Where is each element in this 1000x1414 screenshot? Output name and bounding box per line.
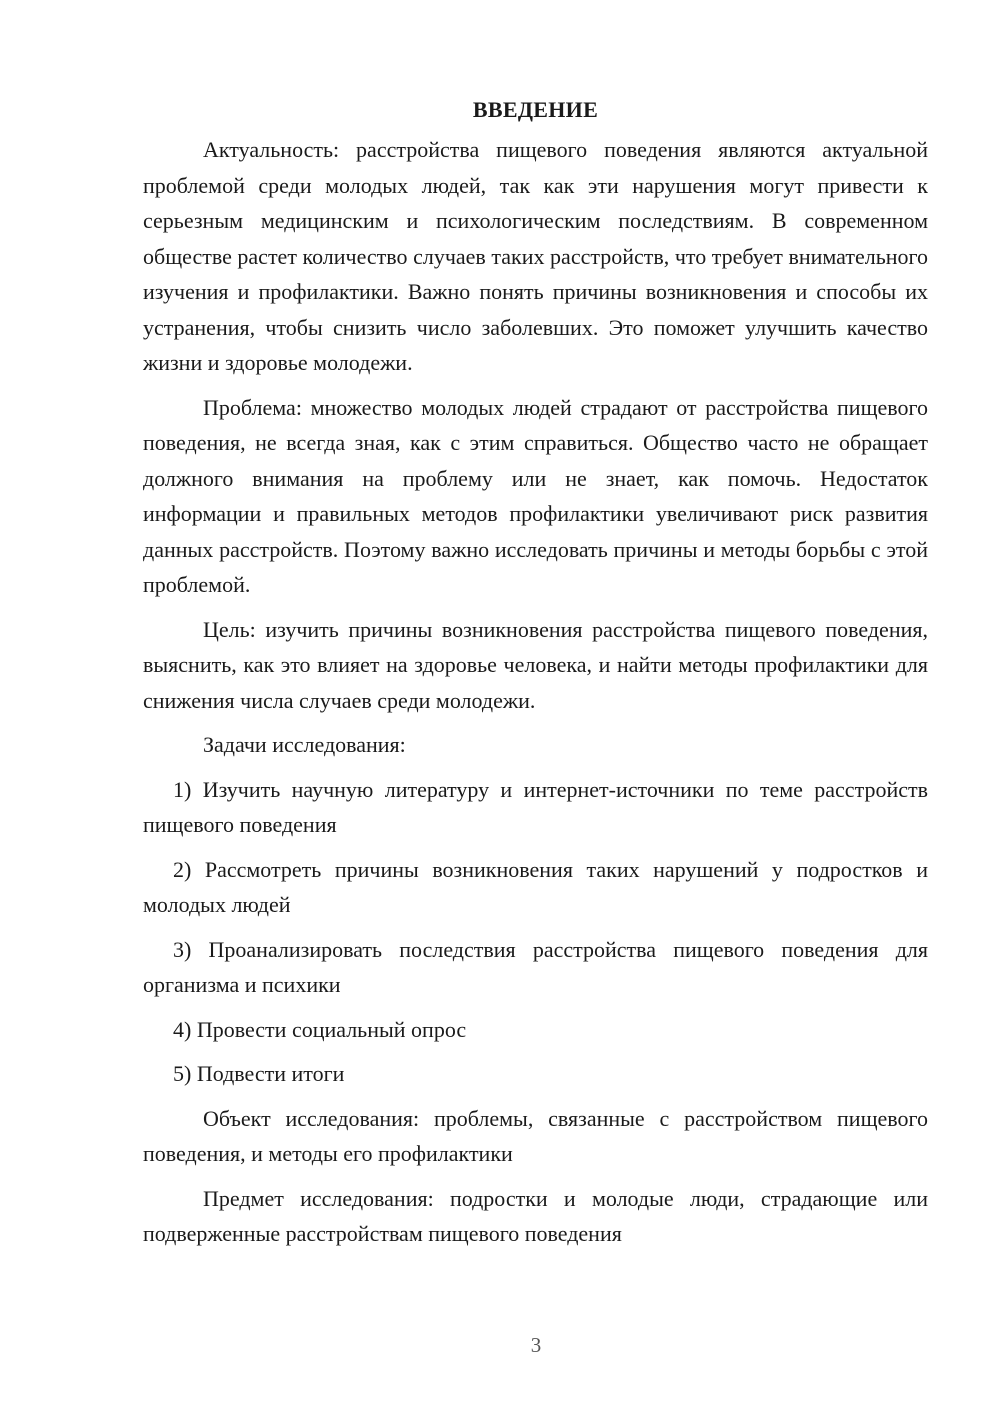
task-item: 2) Рассмотреть причины возникновения таких нарушений у подростков и молодых людей — [143, 856, 928, 917]
page-number: 3 — [530, 1333, 542, 1357]
task-item: 4) Провести социальный опрос — [173, 1016, 467, 1042]
page-title: ВВЕДЕНИЕ — [472, 97, 599, 122]
relevance-paragraph: Актуальность: расстройства пищевого поведения являются актуальной проблемой среди молодых людей, так как эти нарушения могут привести к серьезным медицинским и психологическим последствиям. В современном обществе растет количество случаев таких расстройств, что требует внимательного изучения и профилактики. Важно понять причины возникновения и способы их устранения, чтобы снизить число заболевших. Это поможет улучшить качество жизни и здоровье молодежи. — [143, 137, 928, 375]
task-item: 1) Изучить научную литературу и интернет-источники по теме расстройств пищевого поведения — [143, 776, 928, 837]
goal-paragraph: Цель: изучить причины возникновения расстройства пищевого поведения, выяснить, как это влияет на здоровье человека, и найти методы профилактики для снижения числа случаев среди молодежи. — [143, 616, 928, 713]
tasks-heading: Задачи исследования: — [203, 732, 406, 757]
document-page — [143, 92, 928, 1261]
subject-paragraph: Предмет исследования: подростки и молодые люди, страдающие или подверженные расстройствам пищевого поведения — [143, 1185, 928, 1246]
task-item: 3) Проанализировать последствия расстройства пищевого поведения для организма и психики — [143, 936, 928, 997]
object-paragraph: Объект исследования: проблемы, связанные с расстройством пищевого поведения, и методы его профилактики — [143, 1105, 928, 1166]
task-item: 5) Подвести итоги — [173, 1061, 345, 1086]
problem-paragraph: Проблема: множество молодых людей страдают от расстройства пищевого поведения, не всегда зная, как с этим справиться. Общество часто не обращает должного внимания на проблему или не знает, как помочь. Недостаток информации и правильных методов профилактики увеличивают риск развития данных расстройств. Поэтому важно исследовать причины и методы борьбы с этой проблемой. — [143, 394, 928, 597]
